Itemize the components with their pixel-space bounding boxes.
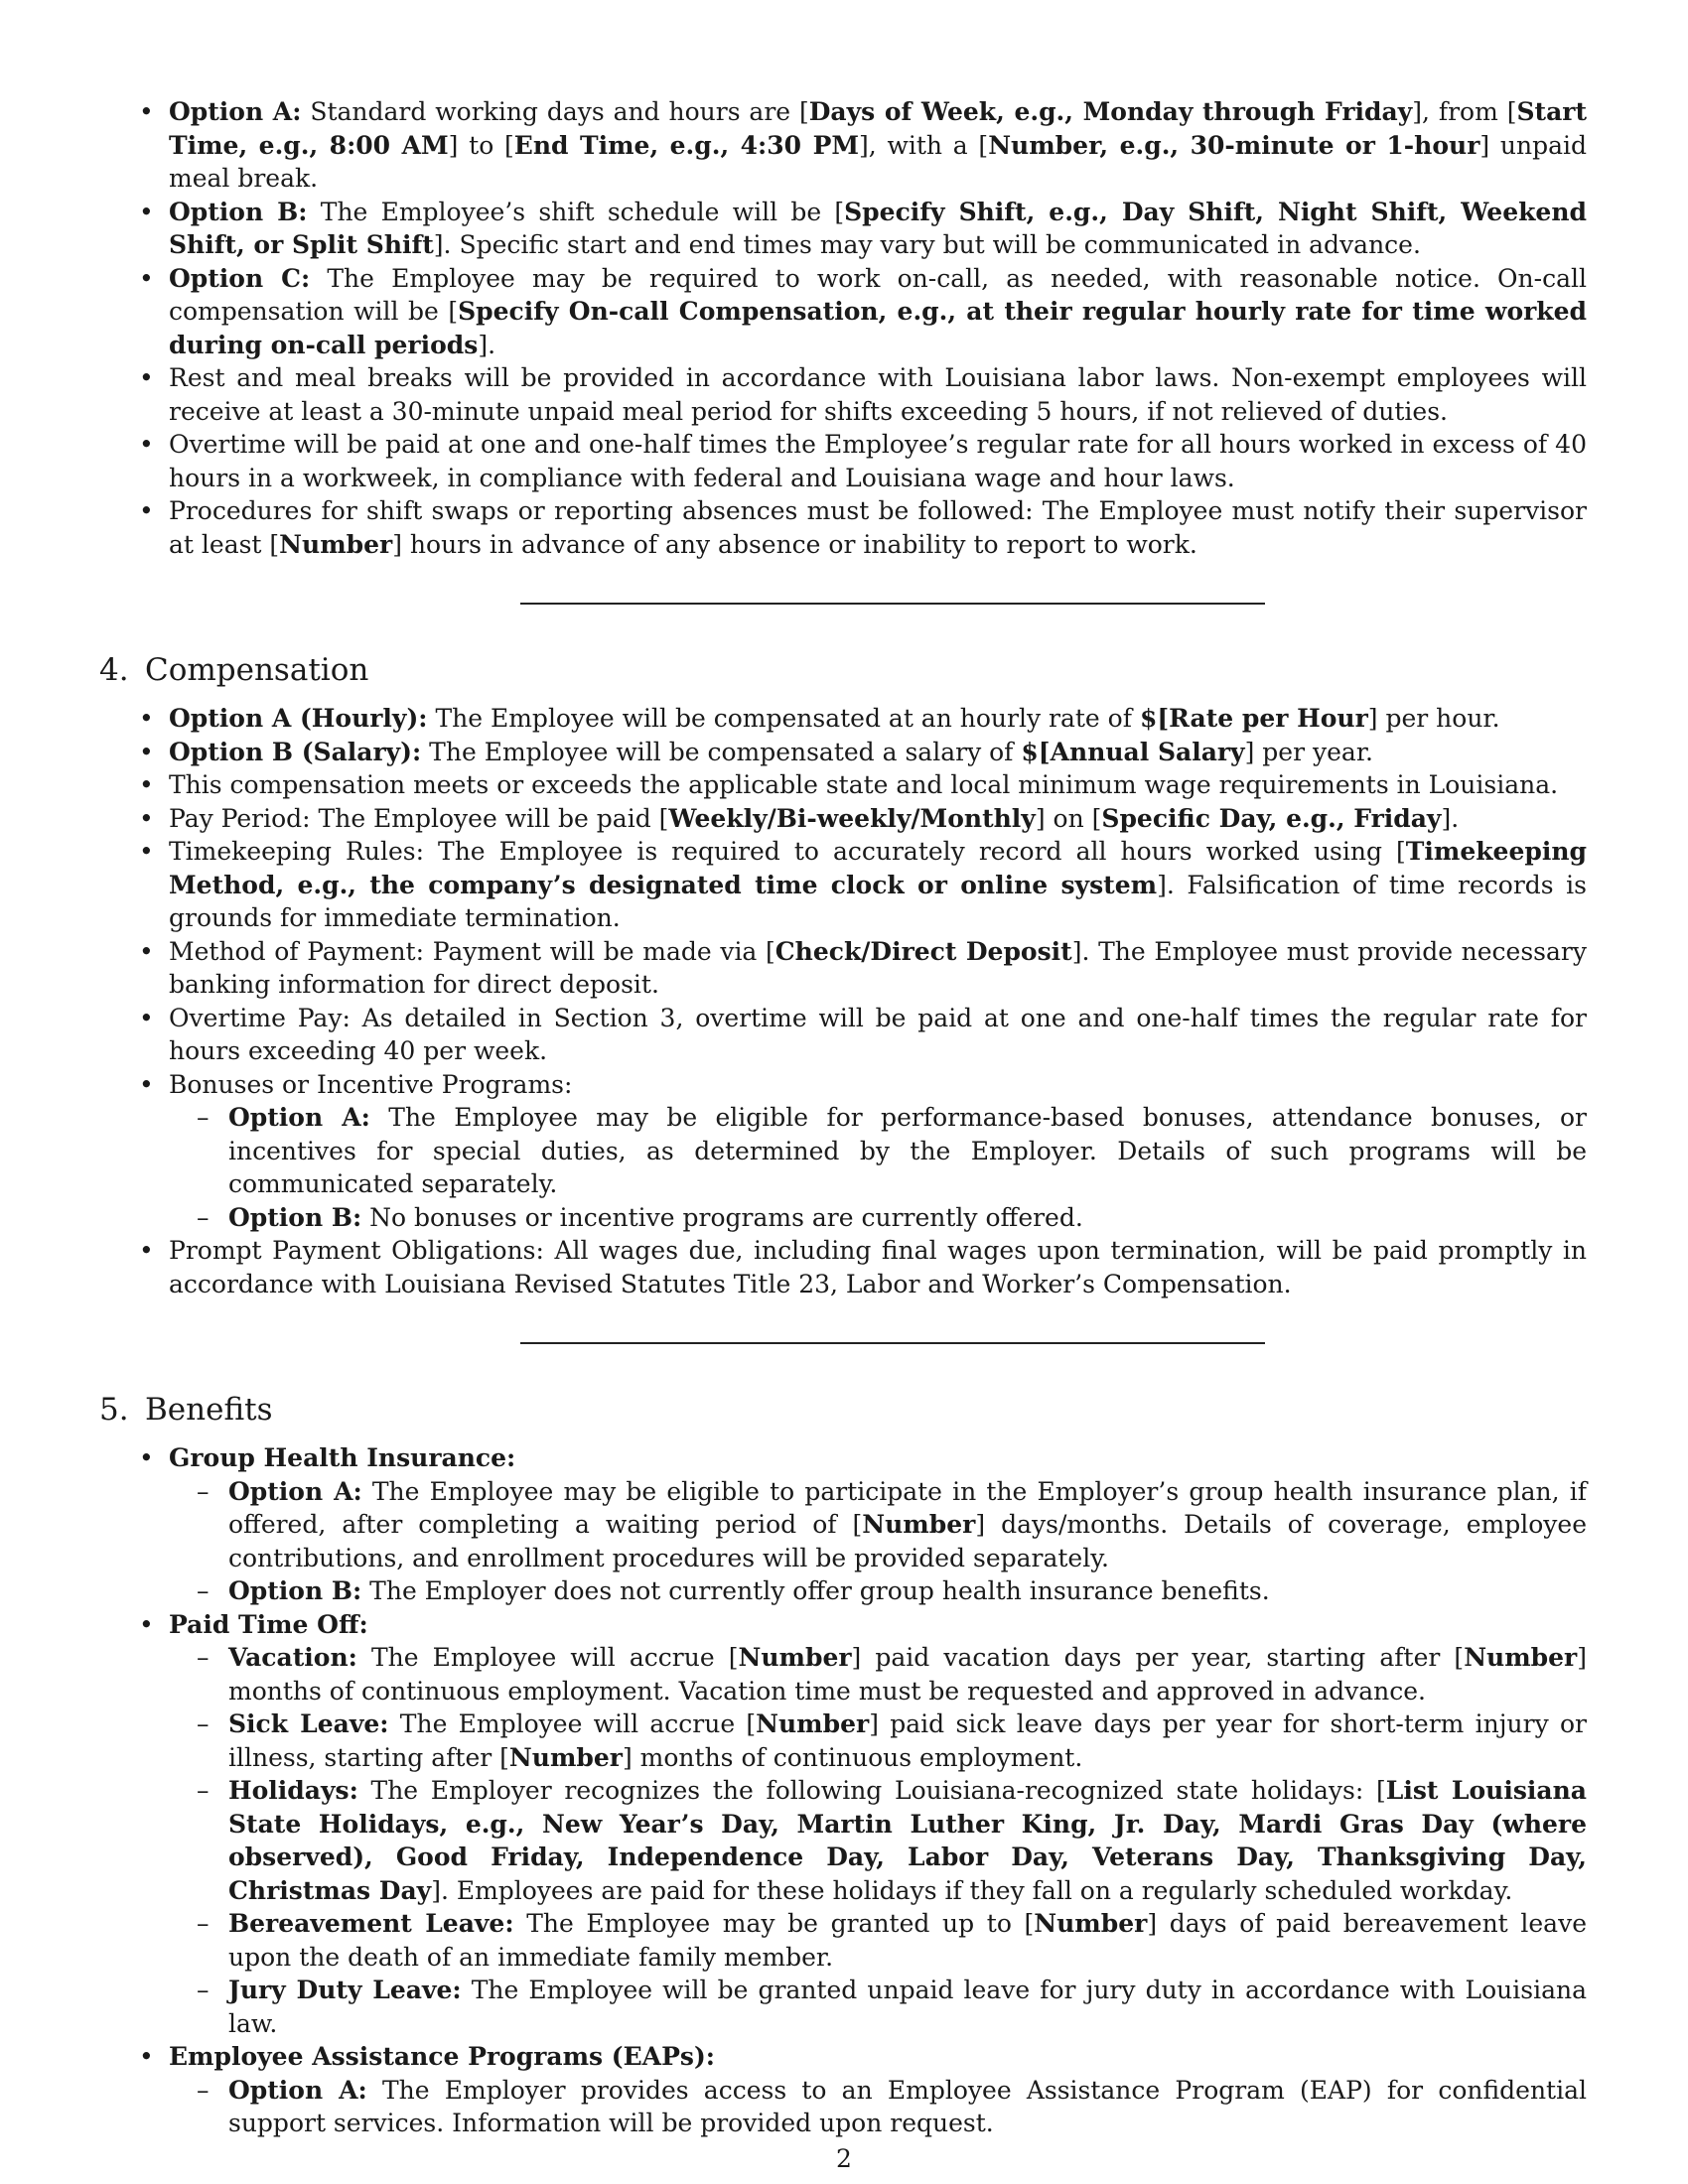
bullet-icon: • (139, 837, 154, 866)
bold-text: Option B: (169, 197, 308, 226)
text-run: Overtime Pay: As detailed in Section 3, overtime will be paid at one and one-half times the regular rate for hours exceeding 40 per week. (169, 1003, 1587, 1065)
dash-icon: – (197, 1976, 210, 2004)
bullet-icon: • (139, 2042, 154, 2071)
bold-text: Option B: (228, 1576, 362, 1605)
bold-text: Number (1464, 1643, 1578, 1672)
dash-icon: – (197, 1776, 210, 1805)
section-3-list (99, 95, 1587, 561)
sub-list-item (169, 1574, 1587, 1608)
bold-text: Check/Direct Deposit (774, 936, 1072, 966)
list-item-text (169, 363, 1587, 426)
sub-list-item (169, 1707, 1587, 1774)
sub-list-item-text (228, 1103, 1587, 1198)
bold-text: Specific Day, e.g., Friday (1101, 803, 1442, 833)
sub-list-item (169, 1641, 1587, 1707)
bold-text: $[Annual Salary (1021, 737, 1245, 766)
sub-list (169, 2074, 1587, 2140)
list-item-text (169, 1443, 515, 1472)
sub-list-item-text (228, 1909, 1587, 1972)
bullet-icon: • (139, 1609, 154, 1639)
list-item (99, 736, 1587, 769)
list-item (99, 361, 1587, 428)
text-run: ] months of continuous employment. (622, 1742, 1083, 1772)
text-run: ] paid vacation days per year, starting after [ (851, 1643, 1465, 1672)
text-run: The Employee may be eligible to participate in the Employer’s group health insurance plan, if offered, after completing a waiting period of [ (228, 1476, 1587, 1539)
text-run: This compensation meets or exceeds the applicable state and local minimum wage requirements in Louisiana. (169, 770, 1559, 799)
bold-text: List Louisiana State Holidays, e.g., New Year’s Day, Martin Luther King, Jr. Day, Mardi Gras Day (where observed), Good Friday, Independence Day, Labor Day, Veterans Day, Thanksgiving Day, Christmas Day (228, 1776, 1587, 1905)
text-run: ] months of continuous employment. Vacation time must be requested and approved in advance. (228, 1643, 1587, 1706)
bold-text: Start Time, e.g., 8:00 AM (169, 97, 1587, 160)
bullet-icon: • (139, 1443, 154, 1472)
text-run: ]. Employees are paid for these holidays if they fall on a regularly scheduled workday. (431, 1875, 1513, 1905)
sub-list-item-text (228, 1477, 1587, 1572)
bold-text: Holidays: (228, 1776, 358, 1805)
text-run: Pay Period: The Employee will be paid [ (169, 803, 669, 833)
list-item-text (169, 496, 1587, 559)
list-item-text (169, 937, 1587, 1000)
list-item (99, 768, 1587, 802)
sub-list-item-text (228, 1576, 1270, 1605)
text-run: ]. Falsification of time records is grounds for immediate termination. (169, 870, 1587, 932)
sub-list-item-text (228, 1709, 1587, 1772)
section-5-heading (99, 1390, 1587, 1430)
list-item (99, 1608, 1587, 2041)
list-item (99, 494, 1587, 561)
bold-text: Specify On-call Compensation, e.g., at their regular hourly rate for time worked during on-call periods (169, 297, 1587, 359)
list-item-text (169, 804, 1459, 833)
text-run: ], with a [ (859, 130, 989, 160)
sub-list-item (169, 1475, 1587, 1575)
text-run: Timekeeping Rules: The Employee is required to accurately record all hours worked using [ (169, 837, 1406, 866)
page-content (99, 95, 1587, 2140)
text-run: ], from [ (1412, 97, 1517, 126)
bullet-icon: • (139, 737, 154, 766)
text-run: ]. The Employee must provide necessary banking information for direct deposit. (169, 936, 1587, 999)
list-item-text (169, 704, 1500, 733)
list-item (99, 835, 1587, 935)
bold-text: Employee Assistance Programs (EAPs): (169, 2042, 716, 2071)
text-run: The Employee may be granted up to [ (513, 1909, 1035, 1938)
sub-list-item-text (228, 1203, 1083, 1232)
sub-list-item-text (228, 2076, 1587, 2138)
page-number: 2 (836, 2144, 852, 2173)
bold-text: Bereavement Leave: (228, 1909, 514, 1938)
sub-list (169, 1641, 1587, 2040)
list-item-text (169, 1070, 572, 1099)
bold-text: Option A: (169, 97, 302, 126)
list-item (99, 935, 1587, 1002)
list-item-text (169, 770, 1558, 799)
list-item (99, 1002, 1587, 1068)
list-item (99, 95, 1587, 196)
section-5-number: 5. (99, 1392, 129, 1428)
list-item-text (169, 1236, 1587, 1298)
bold-text: Number, e.g., 30-minute or 1-hour (988, 130, 1480, 160)
sub-list-item (169, 1101, 1587, 1201)
text-run: The Employee will be compensated at an hourly rate of (427, 704, 1140, 733)
list-item-text (169, 264, 1587, 359)
bullet-icon: • (139, 430, 154, 459)
bold-text: Option B: (228, 1202, 362, 1232)
sub-list-item (169, 1201, 1587, 1235)
list-item (99, 802, 1587, 836)
dash-icon: – (197, 1202, 210, 1232)
bold-text: Group Health Insurance: (169, 1443, 516, 1472)
bullet-icon: • (139, 1069, 154, 1099)
text-run: The Employer does not currently offer group health insurance benefits. (361, 1576, 1270, 1605)
list-item-text (169, 2042, 715, 2071)
bold-text: Option A: (228, 2075, 367, 2105)
dash-icon: – (197, 1909, 210, 1938)
text-run: ] paid sick leave days per year for short-term injury or illness, starting after [ (228, 1709, 1587, 1772)
list-item (99, 262, 1587, 362)
dash-icon: – (197, 1576, 210, 1605)
bold-text: $[Rate per Hour (1139, 704, 1368, 733)
sub-list-item-text (228, 1776, 1587, 1905)
text-run: ] per year. (1244, 737, 1373, 766)
bold-text: Weekly/Bi-weekly/Monthly (668, 803, 1036, 833)
sub-list-item-text (228, 1976, 1587, 2038)
list-item (99, 1441, 1587, 1608)
text-run: ] unpaid meal break. (169, 130, 1588, 193)
text-run: ] days/months. Details of coverage, employee contributions, and enrollment procedures will be provided separately. (228, 1510, 1587, 1572)
section-divider (520, 1342, 1265, 1344)
sub-list (169, 1475, 1587, 1608)
list-item (99, 702, 1587, 736)
list-item (99, 428, 1587, 494)
text-run: The Employee will accrue [ (356, 1643, 739, 1672)
text-run: The Employee will be compensated a salary of (421, 737, 1022, 766)
sub-list-item (169, 1907, 1587, 1974)
dash-icon: – (197, 1709, 210, 1738)
text-run: Procedures for shift swaps or reporting absences must be followed: The Employee must notify their supervisor at least [ (169, 496, 1587, 559)
list-item-text (169, 430, 1587, 492)
text-run: Bonuses or Incentive Programs: (169, 1069, 573, 1099)
list-item (99, 1068, 1587, 1235)
dash-icon: – (197, 1643, 210, 1672)
dash-icon: – (197, 1476, 210, 1506)
text-run: The Employer recognizes the following Louisiana-recognized state holidays: [ (357, 1776, 1386, 1805)
text-run: ]. (478, 330, 496, 359)
bold-text: Days of Week, e.g., Monday through Friday (808, 97, 1413, 126)
section-5-title: Benefits (145, 1392, 273, 1428)
bold-text: Number (862, 1510, 976, 1539)
section-4-list (99, 702, 1587, 1300)
bold-text: Option A: (228, 1103, 370, 1132)
bold-text: Option C: (169, 263, 311, 293)
text-run: Method of Payment: Payment will be made via [ (169, 936, 775, 966)
text-run: Standard working days and hours are [ (301, 97, 809, 126)
bullet-icon: • (139, 1003, 154, 1032)
bold-text: Option A (Hourly): (169, 704, 428, 733)
sub-list-item-text (228, 1643, 1587, 1706)
dash-icon: – (197, 2075, 210, 2105)
bullet-icon: • (139, 1236, 154, 1265)
bold-text: Jury Duty Leave: (228, 1976, 462, 2004)
text-run: The Employee will be granted unpaid leave for jury duty in accordance with Louisiana law. (228, 1976, 1587, 2038)
sub-list-item (169, 2074, 1587, 2140)
bullet-icon: • (139, 363, 154, 392)
text-run: The Employer provides access to an Employee Assistance Program (EAP) for confidential support services. Information will be provided upon request. (228, 2075, 1587, 2137)
text-run: The Employee may be eligible for performance-based bonuses, attendance bonuses, or incentives for special duties, as determined by the Employer. Details of such programs will be communicated separately. (228, 1103, 1588, 1198)
section-4-title: Compensation (145, 652, 369, 688)
text-run: ] days of paid bereavement leave upon the death of an immediate family member. (228, 1909, 1587, 1972)
sub-list-item (169, 1774, 1587, 1907)
bullet-icon: • (139, 197, 154, 226)
bullet-icon: • (139, 936, 154, 966)
list-item (99, 1234, 1587, 1300)
text-run: Prompt Payment Obligations: All wages due, including final wages upon termination, will be paid promptly in accordance with Louisiana Revised Statutes Title 23, Labor and Worker’s Compensation. (169, 1236, 1587, 1298)
bold-text: Number (1034, 1909, 1148, 1938)
list-item-text (169, 738, 1373, 766)
bold-text: Timekeeping Method, e.g., the company’s designated time clock or online system (169, 837, 1587, 899)
bold-text: Number (756, 1709, 870, 1738)
bold-text: Number (279, 529, 393, 559)
text-run: The Employee will accrue [ (388, 1709, 757, 1738)
bullet-icon: • (139, 263, 154, 293)
bold-text: Sick Leave: (228, 1709, 389, 1738)
bold-text: Number (508, 1742, 623, 1772)
bullet-icon: • (139, 496, 154, 525)
bold-text: Specify Shift, e.g., Day Shift, Night Shift, Weekend Shift, or Split Shift (169, 197, 1587, 259)
bold-text: Paid Time Off: (169, 1609, 368, 1639)
bullet-icon: • (139, 770, 154, 799)
text-run: Rest and meal breaks will be provided in accordance with Louisiana labor laws. Non-exempt employees will receive at least a 30-minute unpaid meal period for shifts exceeding 5 hours, if not relieved of duties. (169, 363, 1587, 426)
text-run: ] to [ (448, 130, 514, 160)
list-item-text (169, 1004, 1587, 1066)
section-divider (520, 603, 1265, 605)
text-run: ] per hour. (1367, 704, 1500, 733)
list-item-text (169, 198, 1587, 260)
text-run: ]. (1441, 803, 1460, 833)
bullet-icon: • (139, 803, 154, 833)
list-item-text (169, 1610, 368, 1639)
bold-text: Option A: (228, 1476, 362, 1506)
section-5-list (99, 1441, 1587, 2140)
dash-icon: – (197, 1103, 210, 1132)
text-run: Overtime will be paid at one and one-half times the Employee’s regular rate for all hours worked in excess of 40 hours in a workweek, in compliance with federal and Louisiana wage and hour laws. (169, 430, 1587, 492)
text-run: ] hours in advance of any absence or inability to report to work. (392, 529, 1197, 559)
bold-text: Number (738, 1643, 852, 1672)
bold-text: Option B (Salary): (169, 737, 422, 766)
text-run: ]. Specific start and end times may vary but will be communicated in advance. (433, 230, 1421, 259)
bold-text: Vacation: (228, 1643, 357, 1672)
bullet-icon: • (139, 97, 154, 126)
list-item-text (169, 837, 1587, 932)
section-4-heading (99, 650, 1587, 690)
list-item-text (169, 97, 1587, 193)
list-item (99, 2040, 1587, 2140)
bold-text: End Time, e.g., 4:30 PM (513, 130, 860, 160)
sub-list (169, 1101, 1587, 1234)
section-4-number: 4. (99, 652, 129, 688)
list-item (99, 196, 1587, 262)
text-run: No bonuses or incentive programs are currently offered. (361, 1202, 1083, 1232)
text-run: ] on [ (1035, 803, 1102, 833)
text-run: The Employee may be required to work on-call, as needed, with reasonable notice. On-call compensation will be [ (169, 263, 1587, 326)
sub-list-item (169, 1974, 1587, 2040)
text-run: The Employee’s shift schedule will be [ (307, 197, 845, 226)
bullet-icon: • (139, 704, 154, 733)
